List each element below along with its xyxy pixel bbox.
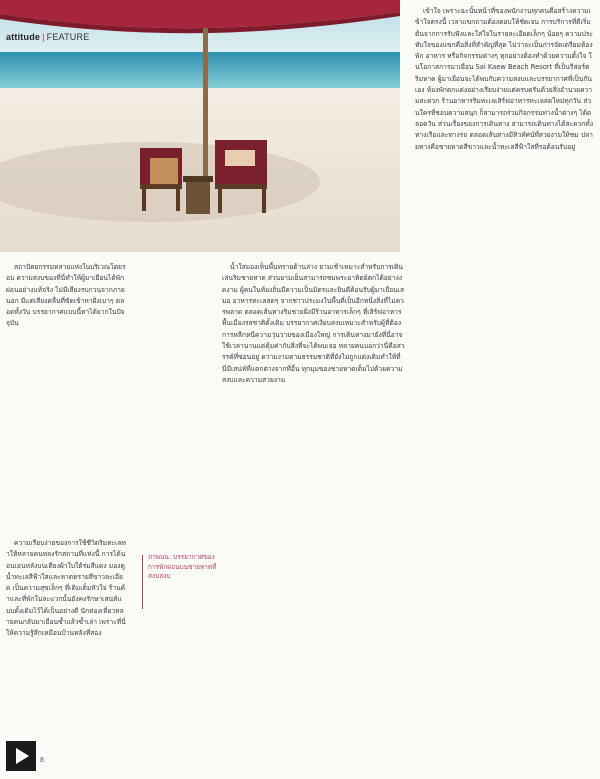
page-number: 8 [40, 757, 44, 764]
paragraph: สถาปัตยกรรมหลายแห่งในบริเวณโดยรอบ ความสงบของที่นี่ทำให้ผู้มาเยือนได้พักผ่อนอย่างแท้จริง ไม่มีเสียงรบกวนจากภายนอก มีแต่เสียงคลื่นที่ซัดเข้าหาฝั่งเบาๆ ตลอดทั้งวัน บรรยากาศแบบนี้หาได้ยากในปัจจุบัน [6, 263, 126, 328]
article-column-3 [415, 6, 593, 766]
article-column-2 [222, 262, 405, 762]
play-icon [6, 741, 36, 771]
section-name: attitude [6, 32, 41, 42]
caption-rule [142, 555, 143, 609]
header-separator: | [42, 32, 45, 42]
paragraph: น้ำใสมองเห็นพื้นทรายด้านล่าง ยามเช้าเหมาะสำหรับการเดินเล่นริมชายหาด ส่วนยามเย็นสามารถชมพระอาทิตย์ตกได้อย่างงดงาม ผู้คนในท้องถิ่นมีความเป็นมิตรและยินดีต้อนรับผู้มาเยือนเสมอ อาหารทะเลสดๆ จากชาวประมงในพื้นที่เป็นอีกหนึ่งสิ่งที่ไม่ควรพลาด ตลอดเส้นทางริมชายฝั่งมีร้านอาหารเล็กๆ ที่เสิร์ฟอาหารพื้นเมืองรสชาติดั้งเดิม บรรยากาศเงียบสงบเหมาะสำหรับผู้ที่ต้องการหลีกหนีความวุ่นวายของเมืองใหญ่ การเดินทางมายังที่นี่อาจใช้เวลานานแต่คุ้มค่ากับสิ่งที่จะได้พบเจอ หลายคนบอกว่านี่คือสวรรค์ที่ซ่อนอยู่ ความงามตามธรรมชาติที่ยังไม่ถูกแต่งเติมทำให้ที่นี่มีเสน่ห์ที่แตกต่างจากที่อื่น ทุกมุมของชายหาดเต็มไปด้วยความสงบและความสวยงาม [222, 263, 405, 384]
play-button[interactable] [6, 741, 36, 771]
photo-caption [148, 553, 218, 582]
category-name: FEATURE [46, 32, 90, 42]
article-column-1-lower [6, 538, 126, 763]
caption-text: ภาพบน: บรรยากาศของการพักผ่อนบนชายหาดที่สงบสงบ [148, 553, 217, 580]
paragraph: ความเรียบง่ายของการใช้ชีวิตริมทะเลทำให้หลายคนหลงรักสถานที่แห่งนี้ การได้นอนเอนหลังบนเตียงผ้าใบใต้ร่มสีแดง มองดูน้ำทะเลสีฟ้าใสและหาดทรายสีขาวละเอียด เป็นความสุขเล็กๆ ที่เติมเต็มหัวใจ ร้านค้าและที่พักในละแวกนั้นยังคงรักษาเสน่ห์แบบดั้งเดิมไว้ได้เป็นอย่างดี นักท่องเที่ยวหลายคนกลับมาเยือนซ้ำแล้วซ้ำเล่า เพราะที่นี่ให้ความรู้สึกเหมือนบ้านหลังที่สอง [6, 539, 126, 638]
paragraph: เข้าใจ เพราะฉะนั้นหน้าที่ของพนักงานทุกคนคือสร้างความเข้าใจตรงนี้ เวลาแขกถามต้องตอบให้ชัดเจน การบริการที่ดีเริ่มต้นจากการรับฟังและใส่ใจในรายละเอียดเล็กๆ น้อยๆ ความประทับใจของแขกคือสิ่งที่สำคัญที่สุด ไม่ว่าจะเป็นการจัดเตรียมห้องพัก อาหาร หรือกิจกรรมต่างๆ ทุกอย่างต้องทำด้วยความตั้งใจ ในโอกาสการมาเยือน Sai Kaew Beach Resort ที่เป็นรีสอร์ตริมหาด ผู้มาเยือนจะได้พบกับความสงบและบรรยากาศที่เป็นกันเอง ห้องพักตกแต่งอย่างเรียบง่ายแต่ครบครันด้วยสิ่งอำนวยความสะดวก ร้านอาหารริมทะเลเสิร์ฟอาหารทะเลสดใหม่ทุกวัน ส่วนใครที่ชอบความสนุก ก็สามารถร่วมกิจกรรมทางน้ำต่างๆ ได้ตลอดวัน ส่วนเรื่องของการเดินทาง สามารถเดินทางได้สะดวกทั้งทางเรือและทางรถ ตลอดเส้นทางมีทิวทัศน์ที่สวยงามให้ชม ปลายทางคือชายหาดสีขาวและน้ำทะเลสีฟ้าใสที่รอต้อนรับอยู่ [415, 7, 593, 151]
section-header [6, 32, 89, 42]
